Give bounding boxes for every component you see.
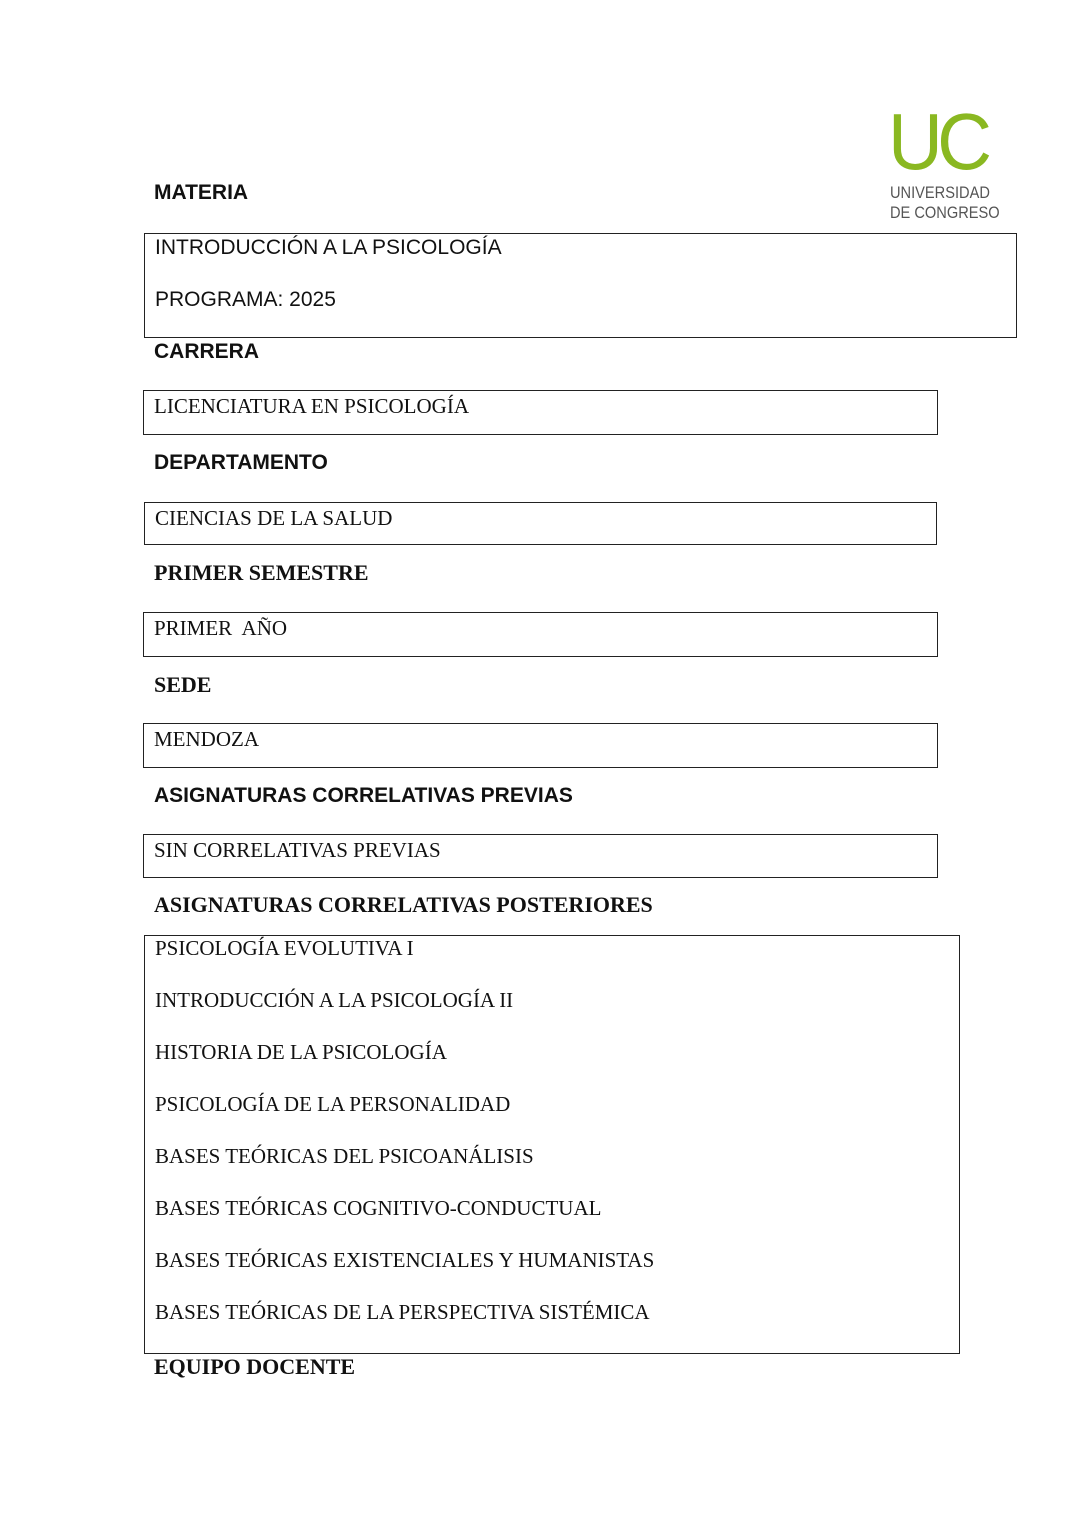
- posteriores-label: ASIGNATURAS CORRELATIVAS POSTERIORES: [154, 892, 653, 917]
- posterior-item: BASES TEÓRICAS COGNITIVO-CONDUCTUAL: [155, 1196, 602, 1220]
- previas-label: ASIGNATURAS CORRELATIVAS PREVIAS: [154, 784, 573, 807]
- semestre-label: PRIMER SEMESTRE: [154, 560, 369, 585]
- materia-program: PROGRAMA: 2025: [155, 288, 336, 311]
- posterior-item: BASES TEÓRICAS DEL PSICOANÁLISIS: [155, 1144, 534, 1168]
- posterior-item: PSICOLOGÍA DE LA PERSONALIDAD: [155, 1092, 511, 1116]
- carrera-label: CARRERA: [154, 340, 259, 363]
- semestre-box: [143, 612, 938, 657]
- semestre-value: PRIMER AÑO: [154, 616, 288, 640]
- departamento-value: CIENCIAS DE LA SALUD: [155, 506, 393, 530]
- carrera-box: [143, 390, 938, 435]
- logo-line-1: UNIVERSIDAD: [890, 183, 990, 202]
- departamento-box: [144, 502, 937, 545]
- university-logo: [888, 97, 1000, 225]
- sede-label: SEDE: [154, 672, 212, 697]
- logo-line-2: DE CONGRESO: [890, 203, 1000, 222]
- posterior-item: HISTORIA DE LA PSICOLOGÍA: [155, 1040, 447, 1064]
- posteriores-box: [144, 935, 960, 1354]
- departamento-label: DEPARTAMENTO: [154, 451, 328, 474]
- previas-value: SIN CORRELATIVAS PREVIAS: [154, 838, 441, 862]
- materia-box: [144, 233, 1017, 338]
- sede-box: [143, 723, 938, 768]
- equipo-label: EQUIPO DOCENTE: [154, 1354, 356, 1379]
- carrera-value: LICENCIATURA EN PSICOLOGÍA: [154, 394, 469, 418]
- materia-name: INTRODUCCIÓN A LA PSICOLOGÍA: [155, 236, 502, 259]
- posterior-item: PSICOLOGÍA EVOLUTIVA I: [155, 936, 414, 960]
- logo-letters: UC: [888, 97, 987, 186]
- posterior-item: BASES TEÓRICAS EXISTENCIALES Y HUMANISTAS: [155, 1248, 655, 1272]
- sede-value: MENDOZA: [154, 727, 259, 751]
- previas-box: [143, 834, 938, 878]
- materia-label: MATERIA: [154, 181, 249, 204]
- posterior-item: INTRODUCCIÓN A LA PSICOLOGÍA II: [155, 988, 514, 1012]
- posterior-item: BASES TEÓRICAS DE LA PERSPECTIVA SISTÉMICA: [155, 1300, 650, 1324]
